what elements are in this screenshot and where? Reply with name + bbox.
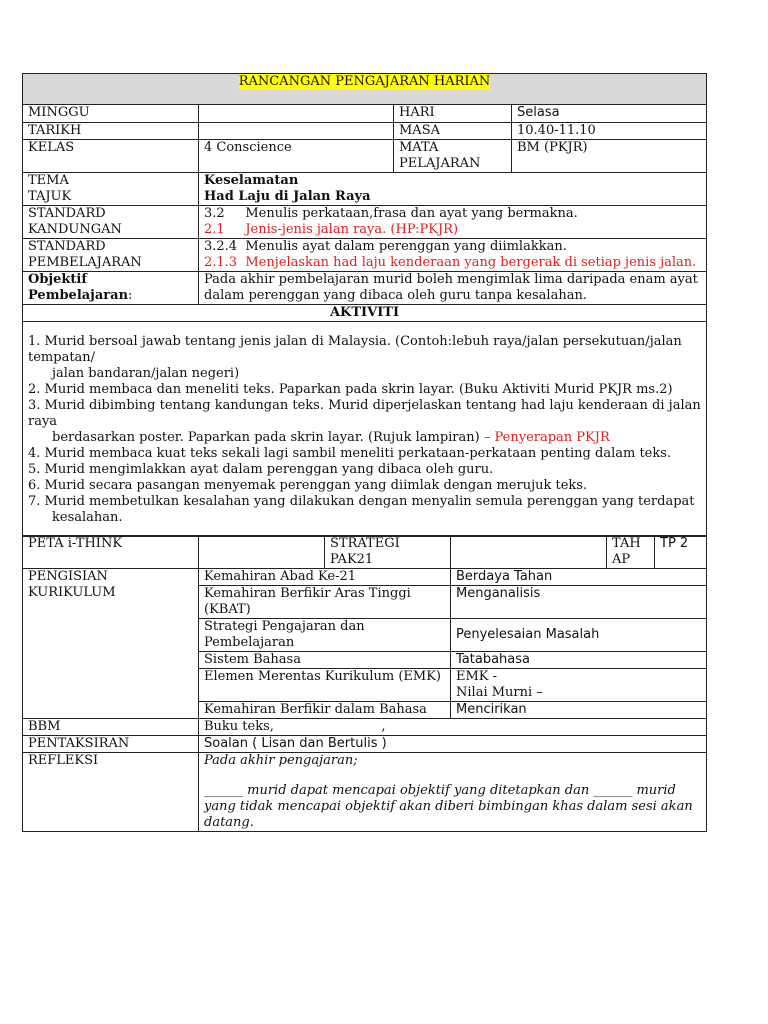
aktiviti-step-3: 3. Murid dibimbing tentang kandungan teks. Murid diperjelaskan tentang had laju kenderaan di jalan raya — [28, 398, 701, 429]
pengisian-kurikulum-label — [23, 569, 199, 719]
aktiviti-step-1-cont: jalan bandaran/jalan negeri) — [52, 366, 240, 381]
tarikh-value — [199, 123, 394, 140]
kurikulum-item-value: Penyelesaian Masalah — [451, 619, 707, 652]
strategi-pak21-label: STRATEGI PAK21 — [325, 536, 451, 569]
peta-ithink-label: PETA i-THINK — [23, 536, 199, 569]
refleksi-label: REFLEKSI — [23, 753, 199, 832]
tahap-value: TP 2 — [655, 536, 707, 569]
objektif-label — [23, 272, 199, 305]
tema-tajuk-label — [23, 173, 199, 206]
aktiviti-step-3-text: berdasarkan poster. Paparkan pada skrin layar. (Rujuk lampiran) — [52, 430, 484, 445]
kurikulum-item-key: Sistem Bahasa — [199, 652, 451, 669]
aktiviti-step-1: 1. Murid bersoal jawab tentang jenis jalan di Malaysia. (Contoh:lebuh raya/jalan persekutuan/jalan tempatan/ — [28, 334, 682, 365]
standard-kandungan-value — [199, 206, 707, 239]
strategi-pak21-value — [451, 536, 607, 569]
masa-value: 10.40-11.10 — [512, 123, 707, 140]
objektif-label-line2: Pembelajaran — [28, 288, 129, 303]
sk-line1: 3.2 Menulis perkataan,frasa dan ayat yang bermakna. — [204, 206, 578, 221]
tajuk-label: TAJUK — [28, 189, 72, 204]
kurikulum-item-value: Mencirikan — [451, 702, 707, 719]
objektif-value: Pada akhir pembelajaran murid boleh mengimlak lima daripada enam ayat dalam perenggan yang dibaca oleh guru tanpa kesalahan. — [199, 272, 707, 305]
mata-pelajaran-value: BM (PKJR) — [512, 140, 707, 173]
tarikh-label: TARIKH — [23, 123, 199, 140]
pengisian-label-line1: PENGISIAN — [28, 569, 108, 584]
sk-label-line2: KANDUNGAN — [28, 222, 122, 237]
aktiviti-step-3-cont — [28, 430, 701, 446]
kurikulum-item-key: Kemahiran Berfikir dalam Bahasa — [199, 702, 451, 719]
sp-label-line1: STANDARD — [28, 239, 106, 254]
minggu-value — [199, 105, 394, 123]
sp-line1: 3.2.4 Menulis ayat dalam perenggan yang diimlakkan. — [204, 239, 567, 254]
aktiviti-step-6: 6. Murid secara pasangan menyemak perenggan yang diimlak dengan merujuk teks. — [28, 478, 588, 493]
tema-tajuk-value — [199, 173, 707, 206]
kurikulum-item-key: Kemahiran Abad Ke-21 — [199, 569, 451, 586]
aktiviti-step-2: 2. Murid membaca dan meneliti teks. Paparkan pada skrin layar. (Buku Aktiviti Murid PKJR ms.2) — [28, 382, 673, 397]
emk-line2: Nilai Murni – — [456, 685, 543, 700]
tajuk-value: Had Laju di Jalan Raya — [204, 189, 371, 204]
tema-label: TEMA — [28, 173, 69, 188]
kurikulum-item-value: Menganalisis — [451, 586, 707, 619]
hari-label: HARI — [394, 105, 512, 123]
aktiviti-list — [23, 322, 707, 537]
aktiviti-step-7: 7. Murid membetulkan kesalahan yang dilakukan dengan menyalin semula perenggan yang terdapat — [28, 494, 695, 509]
page-title: RANCANGAN PENGAJARAN HARIAN — [238, 74, 491, 89]
sp-label-line2: PEMBELAJARAN — [28, 255, 142, 270]
objektif-label-line1: Objektif — [28, 272, 87, 287]
penyerapan-pkjr: – Penyerapan PKJR — [483, 430, 610, 445]
bbm-label: BBM — [23, 719, 199, 736]
hari-value: Selasa — [512, 105, 707, 123]
pengisian-label-line2: KURIKULUM — [28, 585, 116, 600]
sp-line2: 2.1.3 Menjelaskan had laju kenderaan yang bergerak di setiap jenis jalan. — [204, 255, 697, 270]
objektif-label-colon: : — [128, 288, 133, 303]
aktiviti-heading: AKTIVITI — [23, 305, 707, 322]
kurikulum-item-key: Strategi Pengajaran dan Pembelajaran — [199, 619, 451, 652]
standard-kandungan-label — [23, 206, 199, 239]
kelas-value: 4 Conscience — [199, 140, 394, 173]
masa-label: MASA — [394, 123, 512, 140]
title-cell — [23, 74, 707, 105]
refleksi-value — [199, 753, 707, 832]
emk-line1: EMK - — [456, 669, 498, 684]
bbm-value: Buku teks, , — [199, 719, 707, 736]
aktiviti-step-7-cont: kesalahan. — [52, 510, 123, 525]
lesson-plan-table-top — [22, 73, 707, 537]
kelas-label: KELAS — [23, 140, 199, 173]
sk-line2: 2.1 Jenis-jenis jalan raya. (HP:PKJR) — [204, 222, 459, 237]
kurikulum-item-value: Berdaya Tahan — [451, 569, 707, 586]
peta-ithink-value — [199, 536, 325, 569]
kurikulum-item-key: Elemen Merentas Kurikulum (EMK) — [199, 669, 451, 702]
kurikulum-item-key: Kemahiran Berfikir Aras Tinggi (KBAT) — [199, 586, 451, 619]
refleksi-line2: ______ murid dapat mencapai objektif yang ditetapkan dan ______ murid yang tidak mencapai objektif akan diberi bimbingan khas dalam sesi akan datang. — [204, 783, 693, 830]
pentaksiran-value: Soalan ( Lisan dan Bertulis ) — [199, 736, 707, 753]
kurikulum-item-value — [451, 669, 707, 702]
lesson-plan-table-bottom — [22, 535, 707, 832]
sk-label-line1: STANDARD — [28, 206, 106, 221]
mata-pelajaran-label: MATA PELAJARAN — [394, 140, 512, 173]
minggu-label: MINGGU — [23, 105, 199, 123]
aktiviti-step-4: 4. Murid membaca kuat teks sekali lagi sambil meneliti perkataan-perkataan penting dalam teks. — [28, 446, 672, 461]
kurikulum-item-value: Tatabahasa — [451, 652, 707, 669]
pentaksiran-label: PENTAKSIRAN — [23, 736, 199, 753]
tahap-label: TAHAP — [607, 536, 655, 569]
aktiviti-step-5: 5. Murid mengimlakkan ayat dalam perenggan yang dibaca oleh guru. — [28, 462, 494, 477]
standard-pembelajaran-value — [199, 239, 707, 272]
tema-value: Keselamatan — [204, 173, 299, 188]
standard-pembelajaran-label — [23, 239, 199, 272]
refleksi-line1: Pada akhir pengajaran; — [204, 753, 358, 768]
